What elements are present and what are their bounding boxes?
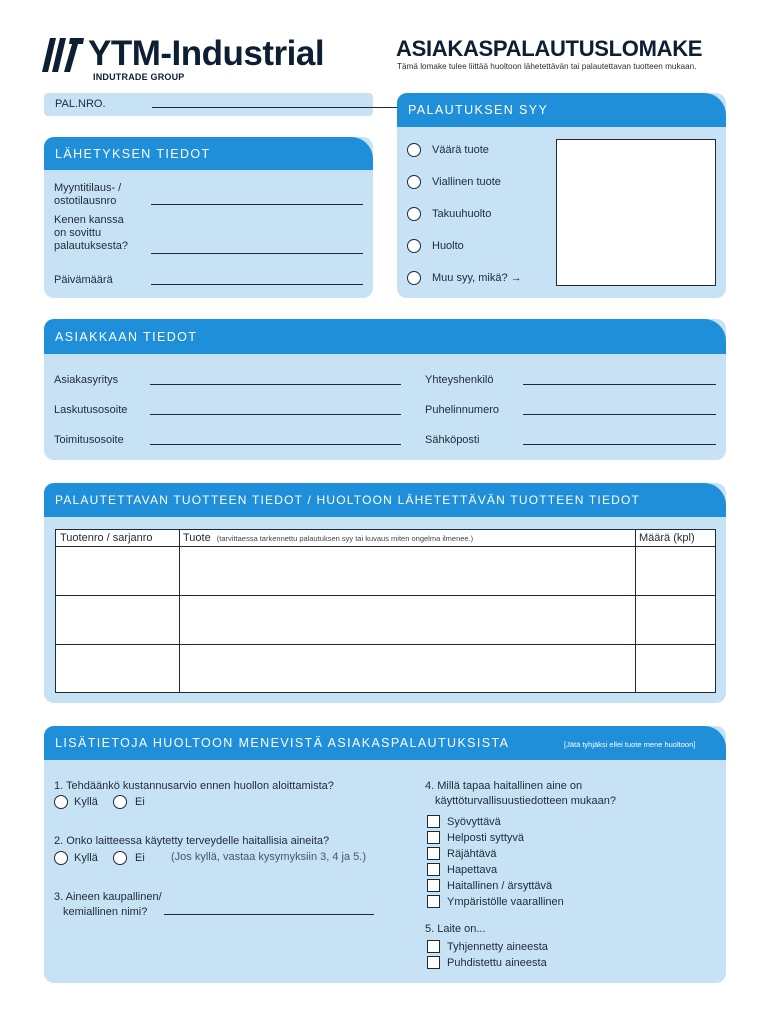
q5-cleaned-label: Puhdistettu aineesta xyxy=(447,957,547,969)
q1-yes-label: Kyllä xyxy=(74,796,98,808)
q2-no-label: Ei xyxy=(135,852,145,864)
pal-nro-label: PAL.NRO. xyxy=(55,98,106,110)
q4-corrosive-label: Syövyttävä xyxy=(447,816,501,828)
q4-explosive-label: Räjähtävä xyxy=(447,848,497,860)
q4-harmful-checkbox[interactable] xyxy=(427,879,440,892)
col-product-header: Tuote (tarvittaessa tarkennettu palautuksen syy tai kuvaus miten ongelma ilmenee.) xyxy=(183,532,474,544)
order-no-field[interactable] xyxy=(151,204,363,205)
reason-warranty-radio[interactable] xyxy=(407,207,421,221)
q2-yes-label: Kyllä xyxy=(74,852,98,864)
table-row[interactable] xyxy=(56,645,715,693)
q5-emptied-label: Tyhjennetty aineesta xyxy=(447,941,548,953)
q4-environment-label: Ympäristölle vaarallinen xyxy=(447,896,564,908)
extra-panel xyxy=(44,726,726,983)
reason-other-radio[interactable] xyxy=(407,271,421,285)
q2-label: 2. Onko laitteessa käytetty terveydelle haitallisia aineita? xyxy=(54,835,330,847)
q2-no-radio[interactable] xyxy=(113,851,127,865)
q4-flammable-checkbox[interactable] xyxy=(427,831,440,844)
q4-corrosive-checkbox[interactable] xyxy=(427,815,440,828)
q4-oxidizing-label: Hapettava xyxy=(447,864,498,876)
customer-panel xyxy=(44,319,726,460)
reason-wrong-radio[interactable] xyxy=(407,143,421,157)
order-no-label: Myyntitilaus- / ostotilausnro xyxy=(54,182,122,207)
brand-sub: INDUTRADE GROUP xyxy=(93,72,185,82)
q2-note: (Jos kyllä, vastaa kysymyksiin 3, 4 ja 5.) xyxy=(171,851,367,863)
table-row[interactable] xyxy=(56,596,715,644)
email-label: Sähköposti xyxy=(425,434,480,446)
q4-flammable-label: Helposti syttyvä xyxy=(447,832,525,844)
company-label: Asiakasyritys xyxy=(54,374,119,386)
phone-label: Puhelinnumero xyxy=(425,404,499,416)
q5-emptied-checkbox[interactable] xyxy=(427,940,440,953)
reason-wrong-label: Väärä tuote xyxy=(432,144,489,156)
reason-other-label: Muu syy, mikä? → xyxy=(432,272,522,284)
brand-name: YTM-Industrial xyxy=(88,34,325,73)
reason-service-label: Huolto xyxy=(432,240,464,252)
product-table xyxy=(55,529,716,693)
q1-no-label: Ei xyxy=(135,796,145,808)
table-row[interactable] xyxy=(56,547,715,595)
col-serial-header: Tuotenro / sarjanro xyxy=(60,532,153,544)
contact-person-label: Yhteyshenkilö xyxy=(425,374,494,386)
date-label: Päivämäärä xyxy=(54,274,113,286)
contact-person-field[interactable] xyxy=(523,384,716,385)
product-heading: PALAUTETTAVAN TUOTTEEN TIEDOT / HUOLTOON LÄHETETTÄVÄN TUOTTEEN TIEDOT xyxy=(44,483,726,517)
company-field[interactable] xyxy=(150,384,401,385)
delivery-address-label: Toimitusosoite xyxy=(54,434,124,446)
reason-description-box[interactable] xyxy=(556,139,716,286)
logo-mark-icon xyxy=(42,38,84,72)
form-subtitle: Tämä lomake tulee liittää huoltoon lähetettävän tai palautettavan tuotteen mukaan. xyxy=(397,62,697,71)
delivery-address-field[interactable] xyxy=(150,444,401,445)
q1-yes-radio[interactable] xyxy=(54,795,68,809)
reason-heading: PALAUTUKSEN SYY xyxy=(397,93,726,127)
reason-warranty-label: Takuuhuolto xyxy=(432,208,492,220)
pal-nro-panel xyxy=(44,93,373,116)
q4-label: 4. Millä tapaa haitallinen aine on käyttöturvallisuustiedotteen mukaan? xyxy=(425,780,616,807)
q3-label: 3. Aineen kaupallinen/ kemiallinen nimi? xyxy=(54,891,162,918)
form-title: ASIAKASPALAUTUSLOMAKE xyxy=(396,36,703,61)
billing-address-field[interactable] xyxy=(150,414,401,415)
date-field[interactable] xyxy=(151,284,363,285)
q4-environment-checkbox[interactable] xyxy=(427,895,440,908)
col-qty-header: Määrä (kpl) xyxy=(639,532,695,544)
q1-no-radio[interactable] xyxy=(113,795,127,809)
q1-label: 1. Tehdäänkö kustannusarvio ennen huollon aloittamista? xyxy=(54,780,334,792)
reason-defective-label: Viallinen tuote xyxy=(432,176,501,188)
agreed-with-field[interactable] xyxy=(151,253,363,254)
pal-nro-field[interactable] xyxy=(152,107,410,108)
reason-service-radio[interactable] xyxy=(407,239,421,253)
q4-oxidizing-checkbox[interactable] xyxy=(427,863,440,876)
shipment-heading: LÄHETYKSEN TIEDOT xyxy=(44,137,373,170)
q3-field[interactable] xyxy=(164,914,374,915)
phone-field[interactable] xyxy=(523,414,716,415)
q5-cleaned-checkbox[interactable] xyxy=(427,956,440,969)
reason-defective-radio[interactable] xyxy=(407,175,421,189)
extra-heading-note: [Jätä tyhjäksi ellei tuote mene huoltoon] xyxy=(564,740,696,749)
email-field[interactable] xyxy=(523,444,716,445)
extra-heading: LISÄTIETOJA HUOLTOON MENEVISTÄ ASIAKASPALAUTUKSISTA xyxy=(44,726,726,760)
shipment-panel xyxy=(44,137,373,298)
customer-heading: ASIAKKAAN TIEDOT xyxy=(44,319,726,354)
q4-harmful-label: Haitallinen / ärsyttävä xyxy=(447,880,553,892)
billing-address-label: Laskutusosoite xyxy=(54,404,128,416)
agreed-with-label: Kenen kanssa on sovittu palautuksesta? xyxy=(54,214,128,252)
q4-explosive-checkbox[interactable] xyxy=(427,847,440,860)
q5-label: 5. Laite on... xyxy=(425,923,486,935)
q2-yes-radio[interactable] xyxy=(54,851,68,865)
